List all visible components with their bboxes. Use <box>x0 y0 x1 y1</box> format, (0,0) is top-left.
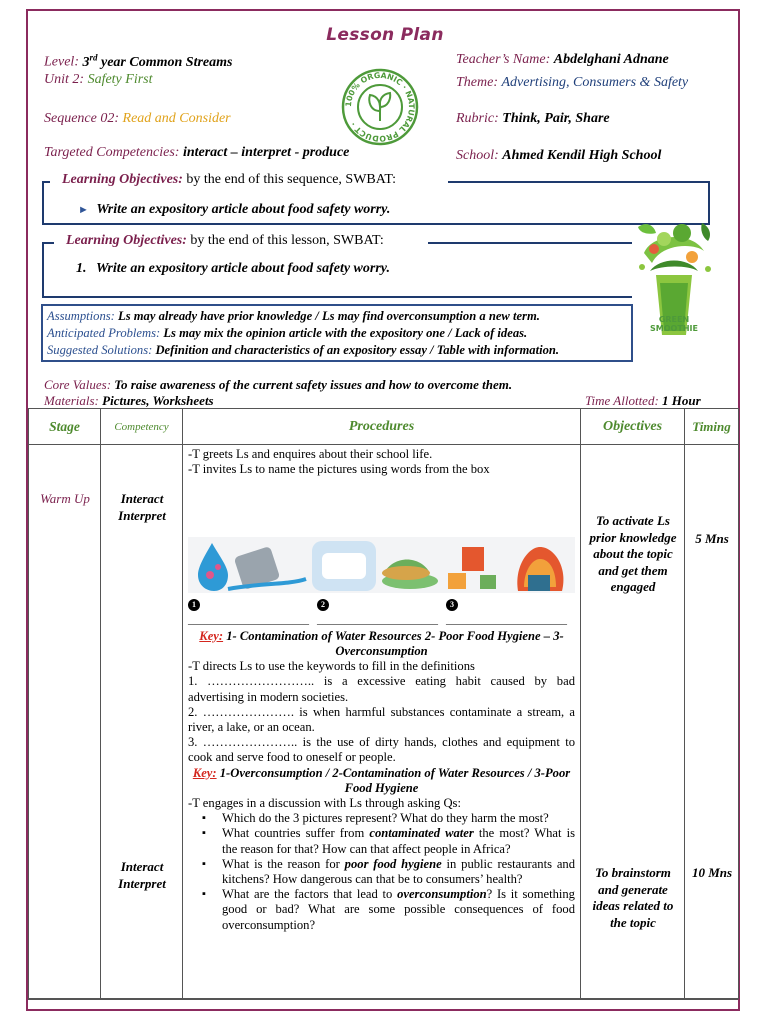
definition-1: 1. …………………….. is a excessive eating habit caused by bad advertising in modern societies. <box>188 674 575 704</box>
teacher-line: Teacher’s Name: Abdelghani Adnane <box>456 52 669 67</box>
table-row <box>29 445 739 999</box>
timing-1: 5 Mns <box>695 531 729 546</box>
table-bottom-rule <box>28 999 738 1000</box>
stage-cell <box>29 445 101 999</box>
procedure-definitions: -T directs Ls to use the keywords to fill in the definitions <box>188 659 475 674</box>
definition-2: 2. …………………. is when harmful substances contaminate a stream, a river, a lake, or an ocean. <box>188 704 575 735</box>
level-line: Level: 3rd year Common Streams <box>44 52 233 70</box>
rubric-line: Rubric: Think, Pair, Share <box>456 111 610 126</box>
procedure-pictures: -T invites Ls to name the pictures using words from the box <box>188 462 490 477</box>
competency-1: Interact Interpret <box>118 491 166 523</box>
assumptions-box <box>41 304 633 362</box>
core-values-line: Core Values: To raise awareness of the current safety issues and how to overcome them. <box>44 377 513 392</box>
key-2: Key: 1-Overconsumption / 2-Contamination of Water Resources / 3-Poor Food Hygiene <box>192 765 571 795</box>
objective-1: To activate Ls prior knowledge about the topic and get them engaged <box>589 513 677 594</box>
triangle-bullet-icon: ► <box>78 204 89 216</box>
procedures-table <box>28 408 739 999</box>
sequence-objective-item: ► Write an expository article about food safety worry. <box>78 202 391 217</box>
objective-2: To brainstorm and generate ideas related to the topic <box>592 865 674 930</box>
competencies-line: Targeted Competencies: interact – interpret - produce <box>44 145 350 160</box>
smoothie-label-1: GREEN <box>658 315 690 324</box>
pictures-strip <box>188 537 575 593</box>
lesson-objective-item: 1. Write an expository article about food safety worry. <box>76 261 390 276</box>
competency-2: Interact Interpret <box>118 859 166 891</box>
lesson-objectives-heading: Learning Objectives: by the end of this lesson, SWBAT: <box>64 233 390 249</box>
timing-cell <box>685 445 739 999</box>
materials-line: Materials: Pictures, Worksheets <box>44 393 214 408</box>
timing-2: 10 Mns <box>691 865 733 880</box>
lesson-plan-page <box>26 9 740 1011</box>
page-title: Lesson Plan <box>326 25 444 45</box>
key-1: Key: 1- Contamination of Water Resources 2- Poor Food Hygiene – 3- Overconsumption <box>199 628 564 659</box>
picture-label-1: 1 ______________________ <box>188 600 309 626</box>
question-1: ▪ Which do the 3 pictures represent? What do they harm the most? <box>222 811 575 826</box>
problems-line: Anticipated Problems: Ls may mix the opinion article with the expository one / Lack of ideas. <box>47 326 528 340</box>
table-header-row <box>29 409 739 445</box>
unit-line: Unit 2: Safety First <box>44 72 153 87</box>
timing-header: Timing <box>685 409 739 445</box>
question-4: ▪ What are the factors that lead to overconsumption? Is it something good or bad? What are some possible consequences of food overconsumption? <box>222 887 575 933</box>
organic-stamp-icon <box>340 67 420 147</box>
question-2: ▪ What countries suffer from contaminated water the most? What is the reason for that? How can that affect people in Africa? <box>222 826 575 856</box>
solutions-line: Suggested Solutions: Definition and characteristics of an expository essay / Table with information. <box>47 343 560 357</box>
sequence-objectives-heading: Learning Objectives: by the end of this sequence, SWBAT: <box>60 172 402 188</box>
school-line: School: Ahmed Kendil High School <box>456 148 662 163</box>
time-allotted-line: Time Allotted: 1 Hour <box>585 393 701 408</box>
green-smoothie-illustration <box>632 213 716 361</box>
smoothie-label-2: SMOOTHIE <box>650 324 698 333</box>
assumptions-line: Assumptions: Ls may already have prior knowledge / Ls may find overconsumption a new term. <box>47 309 540 323</box>
theme-line: Theme: Advertising, Consumers & Safety <box>456 75 689 90</box>
competency-header: Competency <box>101 409 183 445</box>
stage-header: Stage <box>29 409 101 445</box>
stage-warm-up: Warm Up <box>40 491 90 506</box>
competency-cell <box>101 445 183 999</box>
sequence-line: Sequence 02: Read and Consider <box>44 111 231 126</box>
objectives-header: Objectives <box>581 409 685 445</box>
procedure-discussion: -T engages in a discussion with Ls through asking Qs: <box>188 796 461 811</box>
discussion-questions <box>188 811 575 933</box>
question-3: ▪ What is the reason for poor food hygiene in public restaurants and kitchens? How dangerous can that be to consumers’ health? <box>222 857 575 887</box>
procedure-greet: -T greets Ls and enquires about their school life. <box>188 447 433 461</box>
objectives-cell <box>581 445 685 999</box>
picture-labels-row <box>188 597 575 627</box>
definition-3: 3. ………………….. is the use of dirty hands, clothes and equipment to cook and serve food to oneself or people. <box>188 735 575 765</box>
procedures-header: Procedures <box>183 409 581 445</box>
picture-label-3: 3 ______________________ <box>446 600 567 626</box>
procedures-cell <box>183 445 581 999</box>
picture-label-2: 2 ______________________ <box>317 600 438 626</box>
svg-text:100% ORGANIC · NATURAL PRODUCT: 100% ORGANIC · NATURAL PRODUCT · <box>343 70 417 144</box>
